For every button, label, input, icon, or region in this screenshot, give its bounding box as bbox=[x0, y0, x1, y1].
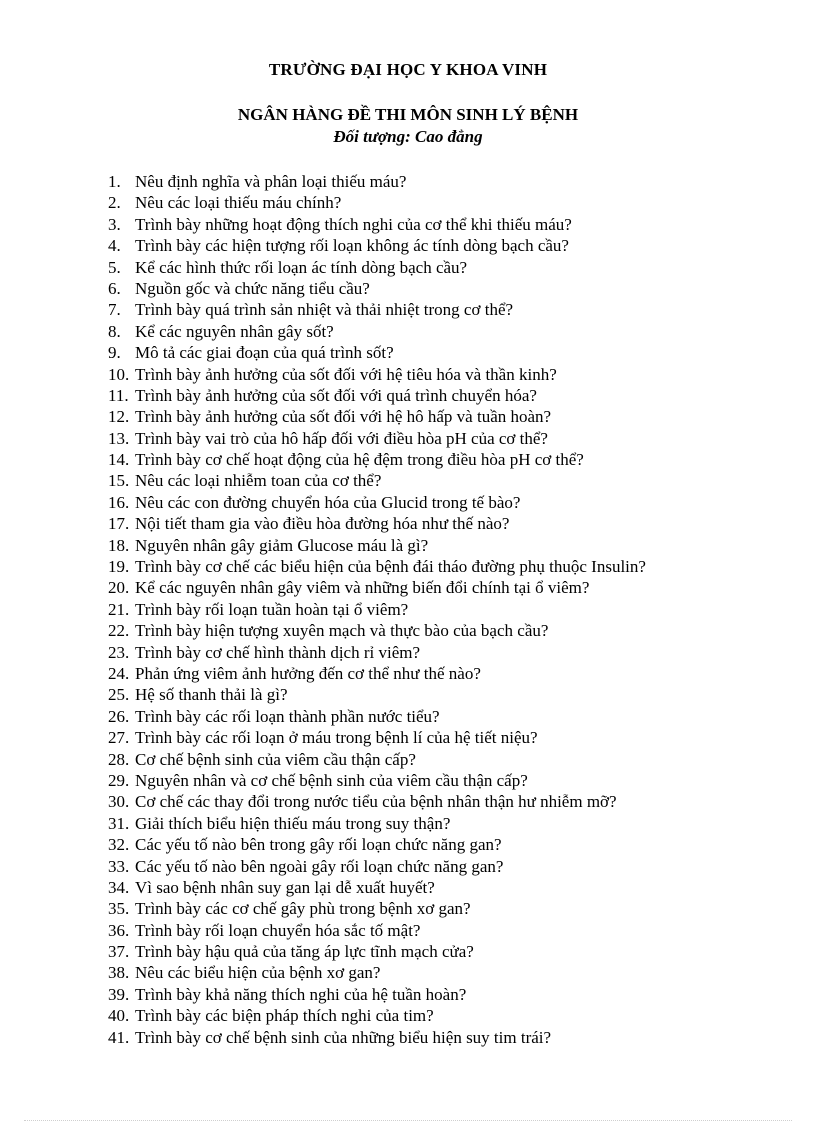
question-item bbox=[108, 834, 646, 855]
question-number: 12. bbox=[108, 407, 130, 427]
question-number: 6. bbox=[108, 278, 121, 298]
question-item bbox=[108, 342, 646, 363]
question-text: Nêu các loại thiếu máu chính? bbox=[135, 193, 342, 213]
question-item bbox=[108, 727, 646, 748]
question-text: Trình bày cơ chế hoạt động của hệ đệm trong điều hòa pH cơ thể? bbox=[135, 450, 584, 470]
question-text: Trình bày các cơ chế gây phù trong bệnh xơ gan? bbox=[135, 899, 471, 919]
question-number: 26. bbox=[108, 706, 130, 726]
question-number: 25. bbox=[108, 685, 130, 705]
question-text: Nguyên nhân gây giảm Glucose máu là gì? bbox=[135, 535, 429, 555]
question-item bbox=[108, 1027, 646, 1048]
question-item bbox=[108, 428, 646, 449]
question-number: 5. bbox=[108, 257, 121, 277]
question-text: Giải thích biểu hiện thiếu máu trong suy thận? bbox=[135, 813, 451, 833]
question-number: 16. bbox=[108, 492, 130, 512]
question-text: Nguyên nhân và cơ chế bệnh sinh của viêm cầu thận cấp? bbox=[135, 770, 528, 790]
question-item bbox=[108, 813, 646, 834]
question-text: Trình bày cơ chế bệnh sinh của những biểu hiện suy tim trái? bbox=[135, 1027, 552, 1047]
question-item bbox=[108, 278, 646, 299]
question-text: Trình bày vai trò của hô hấp đối với điều hòa pH của cơ thể? bbox=[135, 428, 548, 448]
question-item bbox=[108, 749, 646, 770]
question-number: 3. bbox=[108, 214, 121, 234]
question-text: Trình bày ảnh hưởng của sốt đối với quá trình chuyển hóa? bbox=[135, 385, 537, 405]
question-number: 15. bbox=[108, 471, 130, 491]
question-text: Cơ chế bệnh sinh của viêm cầu thận cấp? bbox=[135, 749, 416, 769]
question-item bbox=[108, 535, 646, 556]
question-item bbox=[108, 599, 646, 620]
question-text: Trình bày các rối loạn ở máu trong bệnh lí của hệ tiết niệu? bbox=[135, 728, 538, 748]
question-item bbox=[108, 877, 646, 898]
question-item bbox=[108, 364, 646, 385]
question-text: Trình bày hiện tượng xuyên mạch và thực bào của bạch cầu? bbox=[135, 621, 549, 641]
question-item bbox=[108, 171, 646, 192]
question-text: Hệ số thanh thải là gì? bbox=[135, 685, 288, 705]
question-text: Kể các nguyên nhân gây viêm và những biến đổi chính tại ổ viêm? bbox=[135, 578, 590, 598]
question-number: 13. bbox=[108, 428, 130, 448]
question-item bbox=[108, 1005, 646, 1026]
question-item bbox=[108, 620, 646, 641]
question-item bbox=[108, 642, 646, 663]
question-number: 30. bbox=[108, 792, 130, 812]
question-item bbox=[108, 192, 646, 213]
question-text: Nội tiết tham gia vào điều hòa đường hóa như thế nào? bbox=[135, 514, 510, 534]
question-item bbox=[108, 406, 646, 427]
question-item bbox=[108, 449, 646, 470]
question-text: Nêu các biểu hiện của bệnh xơ gan? bbox=[135, 963, 381, 983]
question-text: Cơ chế các thay đổi trong nước tiểu của bệnh nhân thận hư nhiễm mỡ? bbox=[135, 792, 617, 812]
question-text: Nêu định nghĩa và phân loại thiếu máu? bbox=[135, 172, 407, 191]
question-text: Trình bày ảnh hưởng của sốt đối với hệ hô hấp và tuần hoàn? bbox=[135, 407, 552, 427]
question-item bbox=[108, 299, 646, 320]
question-number: 22. bbox=[108, 621, 130, 641]
question-item bbox=[108, 920, 646, 941]
question-item bbox=[108, 770, 646, 791]
question-number: 10. bbox=[108, 364, 130, 384]
question-item bbox=[108, 984, 646, 1005]
question-item bbox=[108, 513, 646, 534]
question-number: 19. bbox=[108, 557, 130, 577]
question-item bbox=[108, 257, 646, 278]
question-text: Trình bày các hiện tượng rối loạn không ác tính dòng bạch cầu? bbox=[135, 236, 569, 256]
question-text: Trình bày rối loạn chuyển hóa sắc tố mật? bbox=[135, 920, 421, 940]
question-number: 36. bbox=[108, 920, 130, 940]
question-number: 29. bbox=[108, 770, 130, 790]
question-number: 14. bbox=[108, 450, 130, 470]
question-item bbox=[108, 856, 646, 877]
question-text: Trình bày các biện pháp thích nghi của tim? bbox=[135, 1006, 434, 1026]
question-text: Kể các hình thức rối loạn ác tính dòng bạch cầu? bbox=[135, 257, 468, 277]
question-list bbox=[108, 171, 646, 1048]
question-number: 18. bbox=[108, 535, 130, 555]
question-item bbox=[108, 962, 646, 983]
question-text: Nêu các con đường chuyển hóa của Glucid trong tế bào? bbox=[135, 492, 521, 512]
question-number: 27. bbox=[108, 728, 130, 748]
question-item bbox=[108, 470, 646, 491]
question-number: 41. bbox=[108, 1027, 130, 1047]
question-number: 24. bbox=[108, 663, 130, 683]
question-item bbox=[108, 684, 646, 705]
question-number: 34. bbox=[108, 877, 130, 897]
question-text: Trình bày hậu quả của tăng áp lực tĩnh mạch cửa? bbox=[135, 942, 474, 962]
question-item bbox=[108, 214, 646, 235]
question-number: 35. bbox=[108, 899, 130, 919]
question-number: 9. bbox=[108, 343, 121, 363]
question-text: Các yếu tố nào bên ngoài gây rối loạn chức năng gan? bbox=[135, 856, 504, 876]
question-text: Kể các nguyên nhân gây sốt? bbox=[135, 321, 334, 341]
question-number: 33. bbox=[108, 856, 130, 876]
question-number: 1. bbox=[108, 172, 121, 191]
question-text: Các yếu tố nào bên trong gây rối loạn chức năng gan? bbox=[135, 835, 502, 855]
question-number: 20. bbox=[108, 578, 130, 598]
question-number: 28. bbox=[108, 749, 130, 769]
question-number: 7. bbox=[108, 300, 121, 320]
question-number: 8. bbox=[108, 321, 121, 341]
question-number: 23. bbox=[108, 642, 130, 662]
question-text: Nêu các loại nhiễm toan của cơ thể? bbox=[135, 471, 382, 491]
question-text: Trình bày khả năng thích nghi của hệ tuần hoàn? bbox=[135, 984, 467, 1004]
question-item bbox=[108, 941, 646, 962]
question-item bbox=[108, 385, 646, 406]
question-number: 4. bbox=[108, 236, 121, 256]
question-item bbox=[108, 706, 646, 727]
question-number: 38. bbox=[108, 963, 130, 983]
question-item bbox=[108, 321, 646, 342]
question-number: 11. bbox=[108, 385, 129, 405]
question-item bbox=[108, 577, 646, 598]
question-text: Trình bày ảnh hưởng của sốt đối với hệ tiêu hóa và thần kinh? bbox=[135, 364, 557, 384]
question-text: Phản ứng viêm ảnh hưởng đến cơ thể như thế nào? bbox=[135, 663, 481, 683]
audience-subtitle: Đối tượng: Cao đẳng bbox=[333, 127, 483, 146]
question-number: 17. bbox=[108, 514, 130, 534]
question-item bbox=[108, 235, 646, 256]
question-text: Trình bày các rối loạn thành phần nước tiểu? bbox=[135, 706, 440, 726]
question-item bbox=[108, 898, 646, 919]
question-text: Trình bày rối loạn tuần hoàn tại ổ viêm? bbox=[135, 599, 409, 619]
page-bottom-divider bbox=[24, 1120, 792, 1121]
question-number: 21. bbox=[108, 599, 130, 619]
question-number: 2. bbox=[108, 193, 121, 213]
question-item bbox=[108, 492, 646, 513]
question-text: Trình bày cơ chế hình thành dịch rỉ viêm? bbox=[135, 642, 421, 662]
question-number: 40. bbox=[108, 1006, 130, 1026]
question-number: 39. bbox=[108, 984, 130, 1004]
question-item bbox=[108, 556, 646, 577]
document-title: NGÂN HÀNG ĐỀ THI MÔN SINH LÝ BỆNH bbox=[237, 105, 579, 124]
school-name: TRƯỜNG ĐẠI HỌC Y KHOA VINH bbox=[268, 60, 548, 79]
question-text: Trình bày cơ chế các biểu hiện của bệnh đái tháo đường phụ thuộc Insulin? bbox=[135, 557, 646, 577]
question-item bbox=[108, 663, 646, 684]
question-text: Mô tả các giai đoạn của quá trình sốt? bbox=[135, 343, 394, 363]
question-text: Vì sao bệnh nhân suy gan lại dễ xuất huyết? bbox=[135, 877, 435, 897]
question-text: Trình bày những hoạt động thích nghi của cơ thể khi thiếu máu? bbox=[135, 214, 572, 234]
question-number: 32. bbox=[108, 835, 130, 855]
question-text: Nguồn gốc và chức năng tiểu cầu? bbox=[135, 278, 370, 298]
question-item bbox=[108, 791, 646, 812]
question-number: 37. bbox=[108, 942, 130, 962]
question-number: 31. bbox=[108, 813, 130, 833]
question-text: Trình bày quá trình sản nhiệt và thải nhiệt trong cơ thể? bbox=[135, 300, 514, 320]
